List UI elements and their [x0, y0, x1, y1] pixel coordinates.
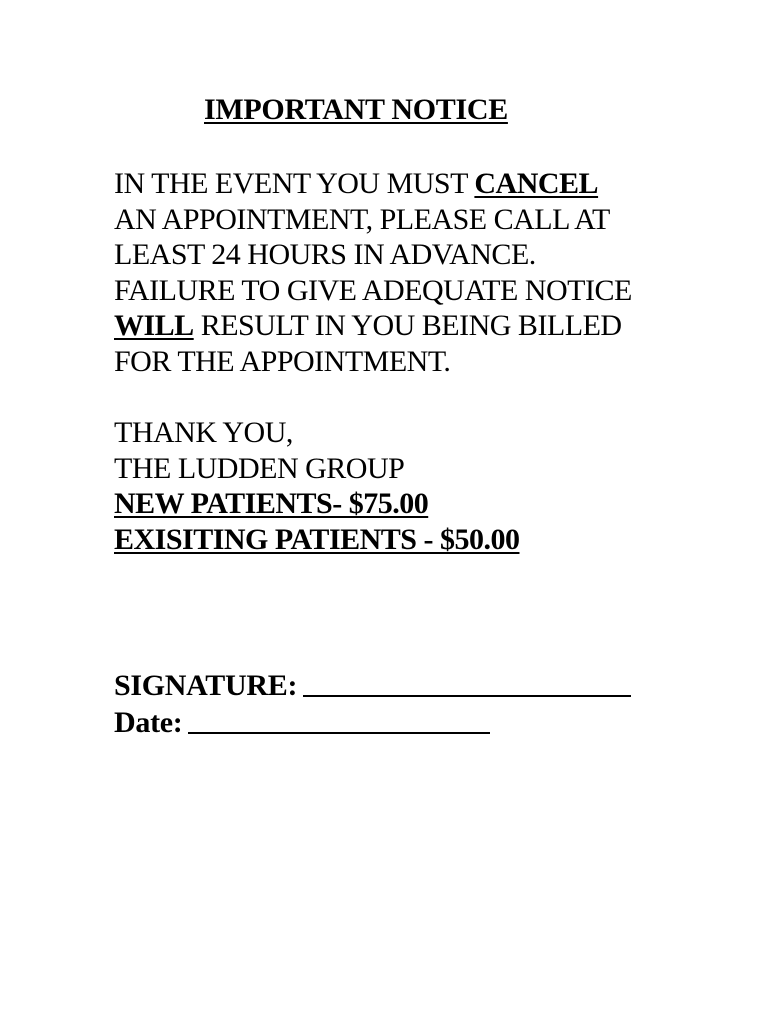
notice-line-1-prefix: IN THE EVENT YOU MUST: [114, 167, 475, 200]
notice-line-4: FAILURE TO GIVE ADEQUATE NOTICE: [114, 273, 632, 307]
signature-label: SIGNATURE:: [114, 669, 298, 702]
notice-body: [114, 166, 632, 557]
will-emphasis: WILL: [114, 309, 194, 342]
thank-you-line: THANK YOU,: [114, 416, 293, 449]
date-row: [114, 704, 631, 741]
notice-line-1: [114, 166, 632, 202]
notice-line-3: LEAST 24 HOURS IN ADVANCE.: [114, 238, 536, 271]
new-patient-fee: NEW PATIENTS- $75.00: [114, 487, 429, 520]
date-blank-line[interactable]: [188, 706, 490, 734]
notice-title: IMPORTANT NOTICE: [204, 93, 508, 126]
signoff-line: THE LUDDEN GROUP: [114, 451, 405, 485]
notice-line-6: FOR THE APPOINTMENT.: [114, 344, 451, 378]
signature-blank-line[interactable]: [303, 669, 631, 697]
signature-row: [114, 667, 631, 704]
signature-section: [114, 667, 631, 740]
cancel-emphasis: CANCEL: [474, 167, 599, 200]
notice-line-5-suffix: RESULT IN YOU BEING BILLED: [193, 309, 622, 342]
existing-patient-fee: EXISITING PATIENTS - $50.00: [114, 522, 520, 556]
notice-line-5: [114, 308, 632, 344]
paragraph-gap: [114, 379, 632, 415]
date-label: Date:: [114, 705, 183, 739]
notice-line-2: AN APPOINTMENT, PLEASE CALL AT: [114, 202, 610, 236]
